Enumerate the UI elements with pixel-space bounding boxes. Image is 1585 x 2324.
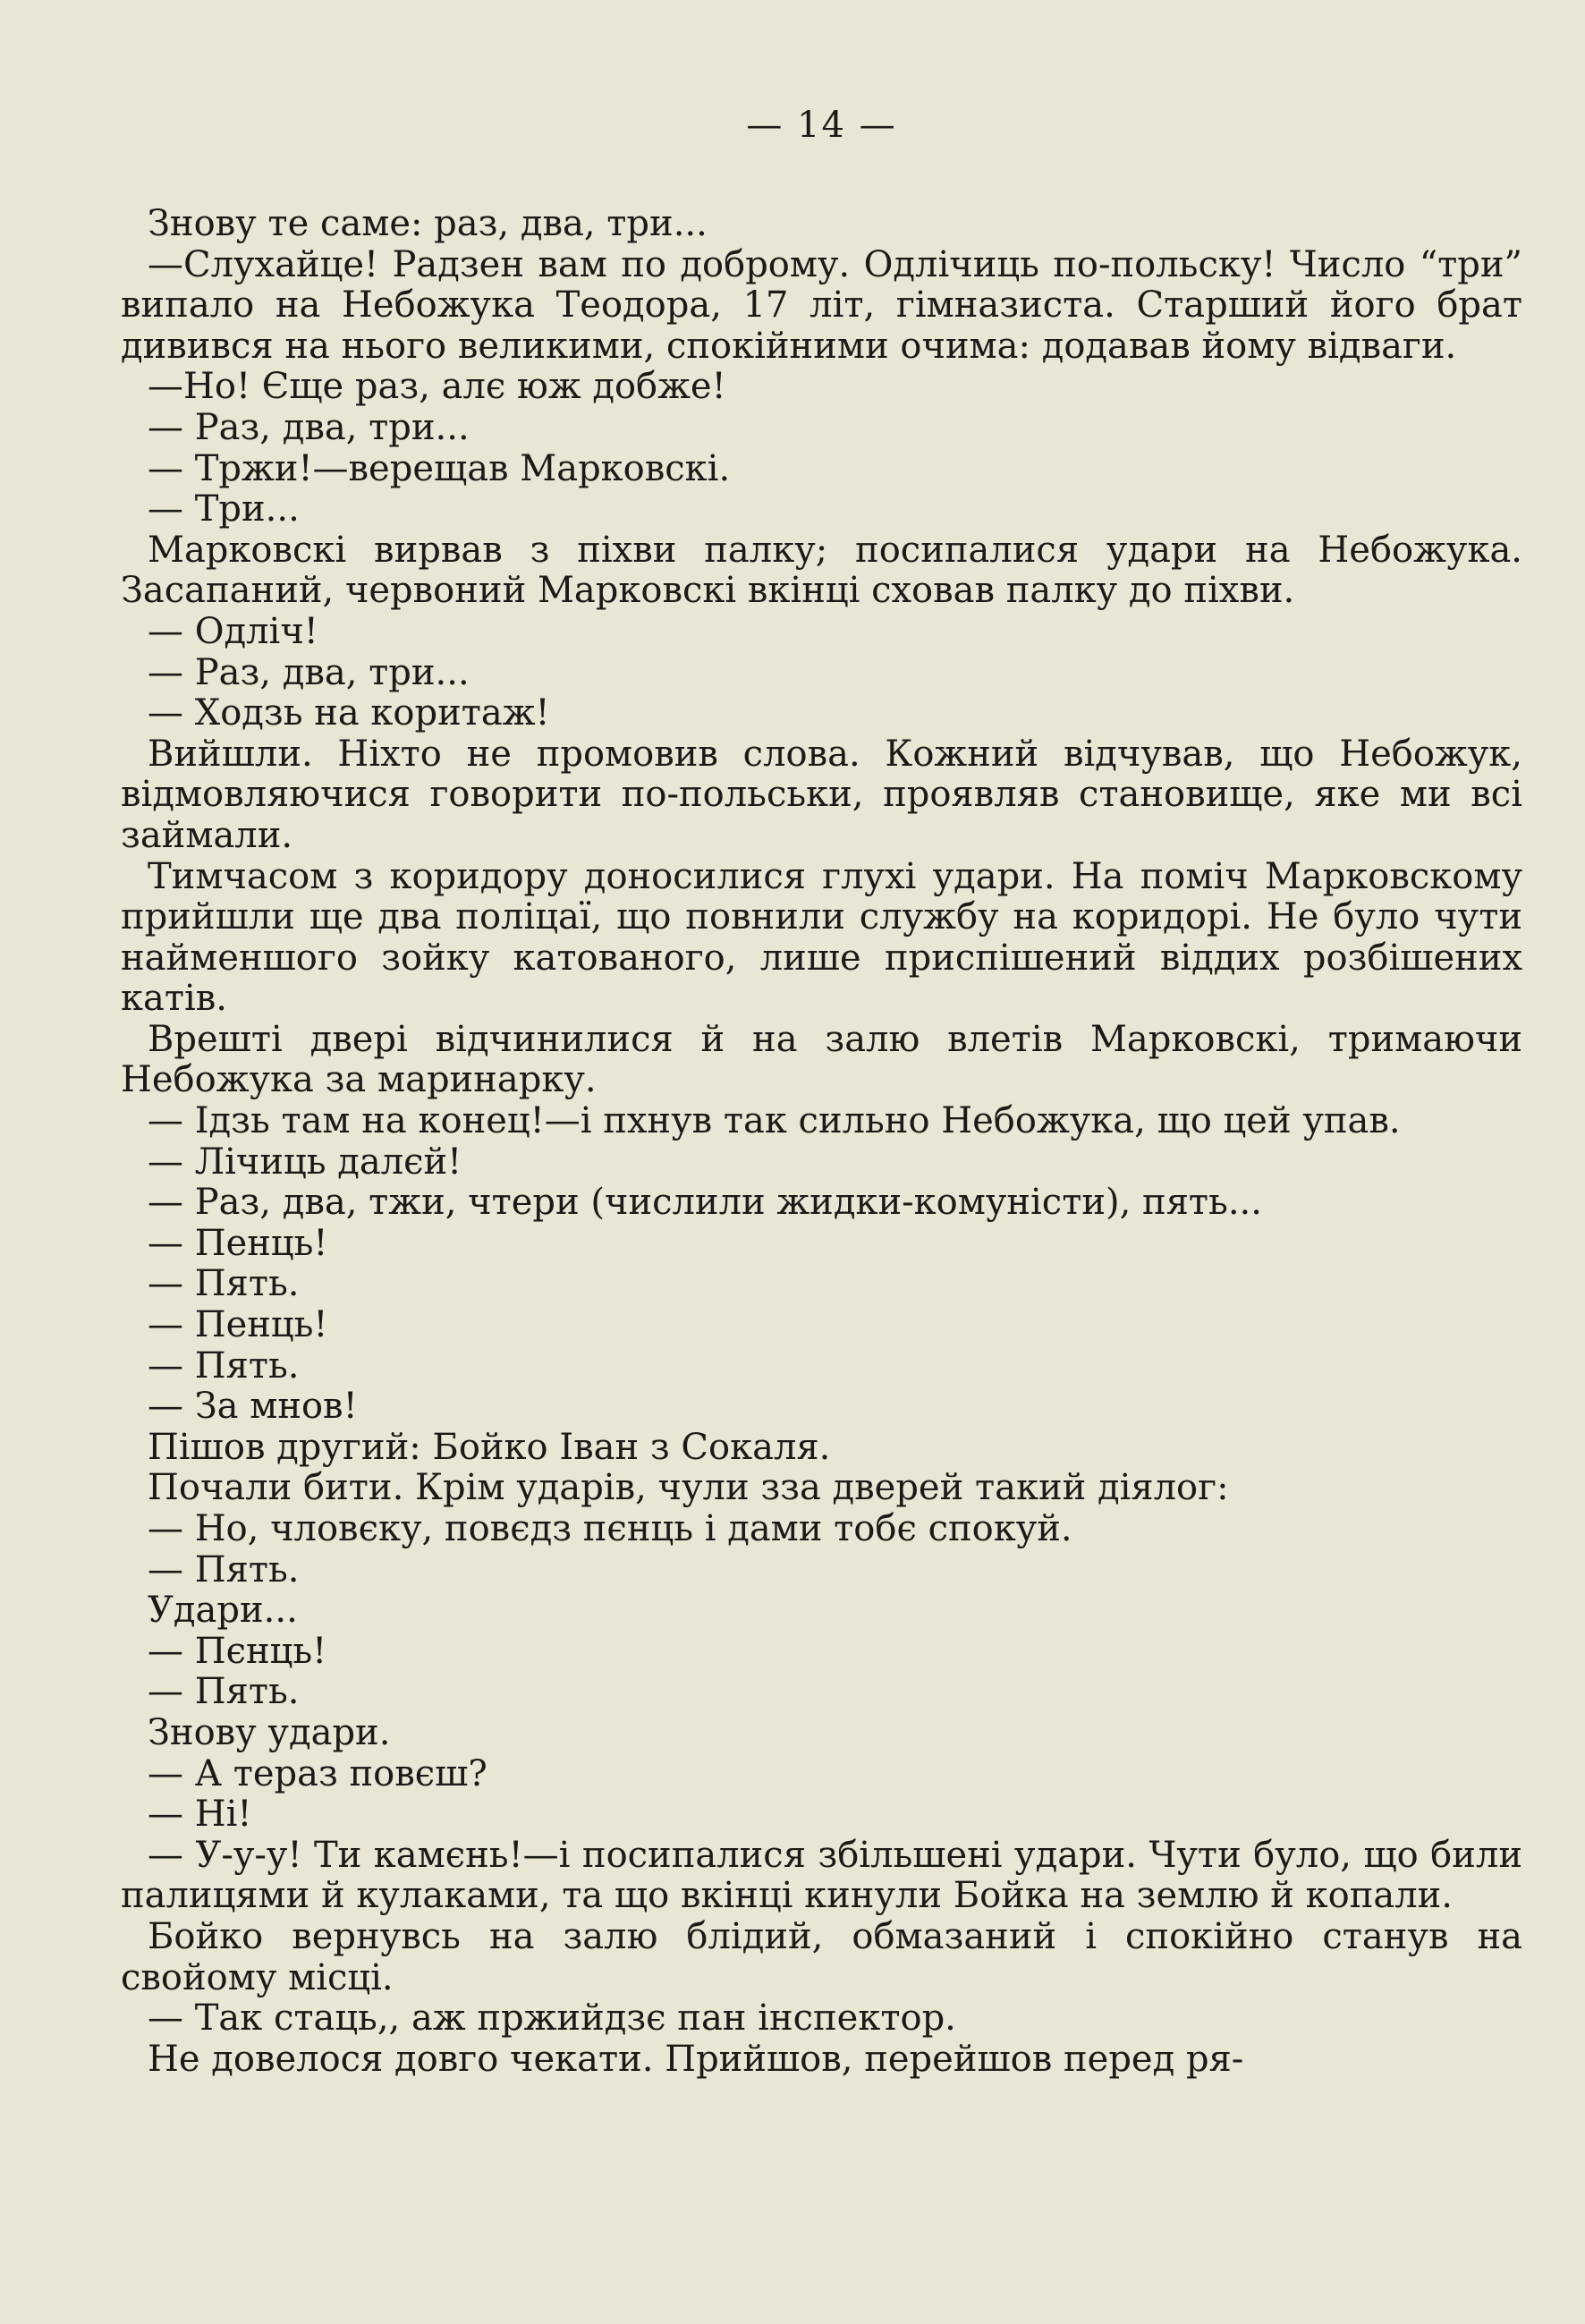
paragraph: — Но, чловєку, повєдз пєнць і дами тобє спокуй. xyxy=(148,1508,1072,1549)
paragraph: Тимчасом з коридору доносилися глухі удари. На поміч Марковскому прийшли ще два поліцаї, що повнили службу на коридорі. Не було чути найменшого зойку катованого, лише приспішений віддих розбішених катів. xyxy=(121,855,1522,1020)
paragraph: — Одліч! xyxy=(148,610,318,652)
paragraph: — Пєнць! xyxy=(148,1630,327,1672)
paragraph: — Пенць! xyxy=(148,1304,328,1346)
paragraph: Бойко вернувсь на залю блідий, обмазаний і спокійно станув на свойому місці. xyxy=(121,1915,1522,1998)
page-number: — 14 — xyxy=(746,105,897,146)
paragraph: — Раз, два, три... xyxy=(148,651,470,693)
paragraph: — Пять. xyxy=(148,1671,300,1713)
paragraph: — Так стаць,, аж пржийдзє пан інспектор. xyxy=(148,1997,956,2040)
paragraph: — Раз, два, тжи, чтери (числили жидки-комуністи), пять... xyxy=(148,1182,1262,1224)
paragraph: — Три... xyxy=(148,488,300,530)
paragraph: — За мнов! xyxy=(148,1386,358,1428)
paragraph: — Лічиць далєй! xyxy=(148,1141,462,1183)
paragraph: Пішов другий: Бойко Іван з Сокаля. xyxy=(148,1426,831,1468)
paragraph: Почали бити. Крім ударів, чули зза дверей такий діялог: xyxy=(148,1467,1229,1509)
paragraph: Вийшли. Ніхто не промовив слова. Кожний відчував, що Небожук, відмовляючися говорити по-польськи, проявляв становище, яке ми всі займали. xyxy=(121,733,1522,856)
paragraph: Знову те саме: раз, два, три... xyxy=(148,203,708,244)
paragraph: Удари... xyxy=(148,1590,298,1632)
paragraph: Знову удари. xyxy=(148,1711,391,1753)
paragraph: — А тераз повєш? xyxy=(148,1752,487,1794)
paragraph: — Ідзь там на конец!—і пхнув так сильно Небожука, що цей упав. xyxy=(148,1100,1401,1142)
paragraph: —Слухайце! Радзен вам по доброму. Одлічиць по-польску! Число “три” випало на Небожука Теодора, 17 літ, гімназиста. Старший його брат дивився на нього великими, спокійними очима: додавав йому відваги. xyxy=(121,243,1522,367)
paragraph: — Пять. xyxy=(148,1548,300,1590)
paragraph: Марковскі вирвав з піхви палку; посипалися удари на Небожука. Засапаний, червоний Марковскі вкінці сховав палку до піхви. xyxy=(121,529,1522,612)
paragraph: — Пять. xyxy=(148,1263,300,1305)
paragraph: — Пенць! xyxy=(148,1222,328,1264)
paragraph: — Раз, два, три... xyxy=(148,406,470,448)
paragraph: — Пять. xyxy=(148,1344,300,1387)
paragraph: — У-у-у! Ти камєнь!—і посипалися збільшені удари. Чути було, що били палицями й кулаками, та що вкінці кинули Бойка на землю й копали. xyxy=(121,1834,1522,1917)
paragraph: Врешті двері відчинилися й на залю влетів Марковскі, тримаючи Небожука за маринарку. xyxy=(121,1018,1522,1101)
paragraph: — Ні! xyxy=(148,1794,252,1836)
paragraph: Не довелося довго чекати. Прийшов, перейшов перед ря- xyxy=(148,2038,1244,2080)
paragraph: — Ходзь на коритаж! xyxy=(148,692,550,734)
body-text xyxy=(121,204,1522,2080)
paragraph: — Тржи!—верещав Марковскі. xyxy=(148,447,731,489)
paragraph: —Но! Єще раз, алє юж добже! xyxy=(148,366,726,408)
